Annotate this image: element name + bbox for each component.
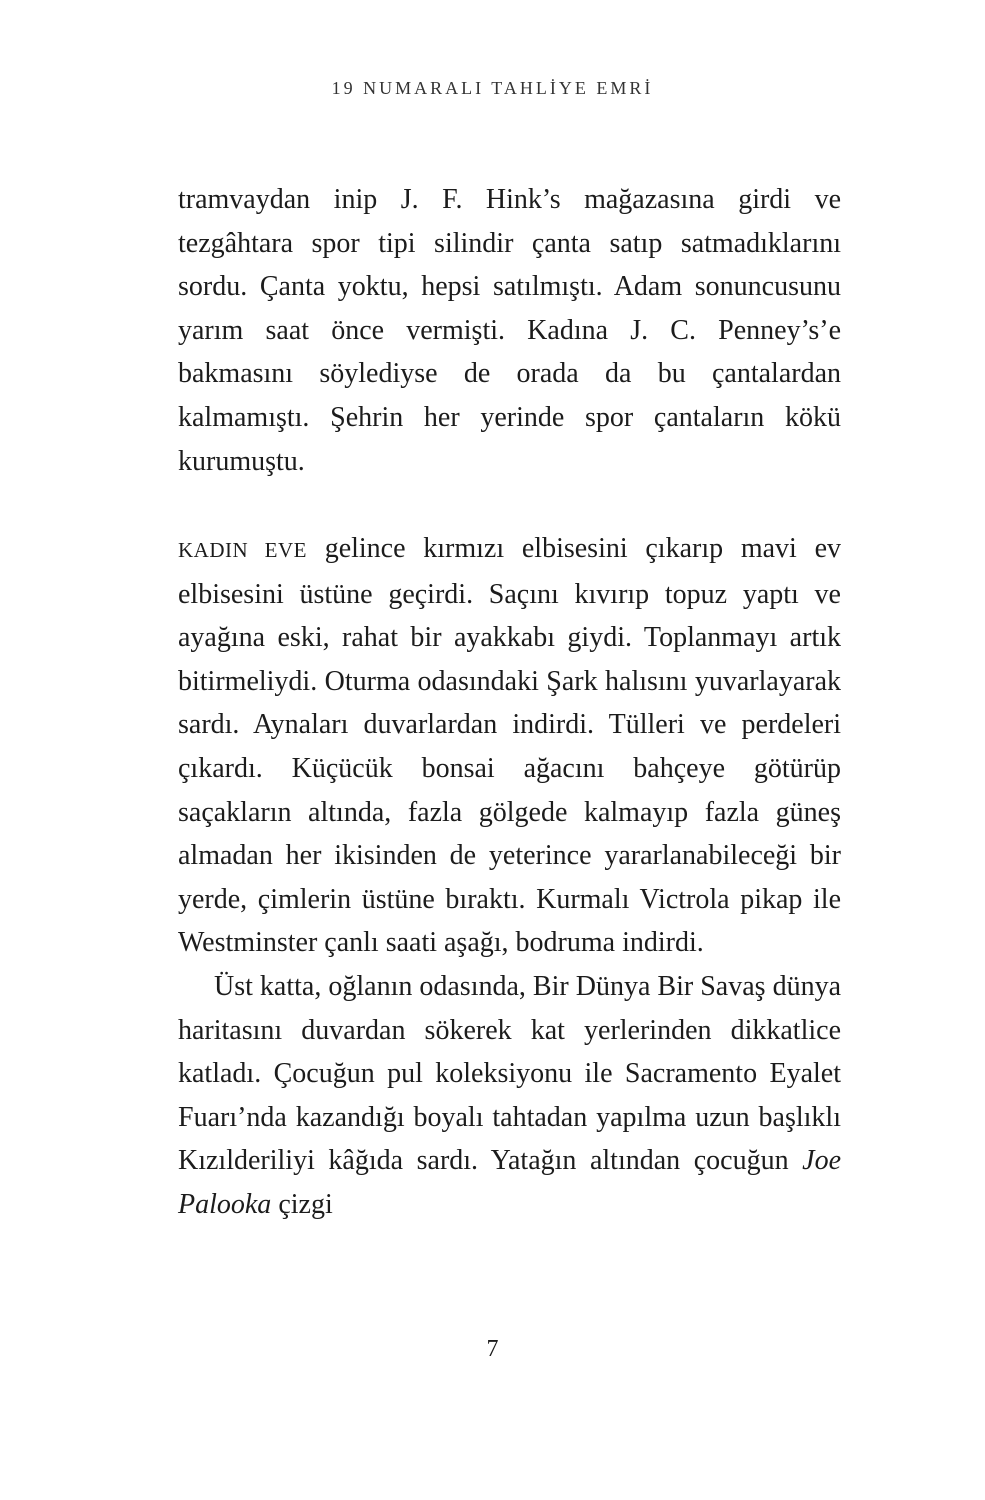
comic-title: Joe Palooka <box>178 1145 841 1220</box>
paragraph <box>178 965 841 1227</box>
page-number: 7 <box>486 1336 499 1362</box>
paragraph-text: gelince kırmızı elbisesini çıkarıp mavi ev elbisesini üstüne geçirdi. Saçını kıvırıp topuz yaptı ve ayağına eski, rahat bir ayakkabı giydi. Toplanmayı artık bitirmeliydi. Oturma odasındaki Şark halısını yuvarlayarak sardı. Aynaları duvarlardan indirdi. Tülleri ve perdeleri çıkardı. Küçücük bonsai ağacını bahçeye götürüp saçakların altında, fazla gölgede kalmayıp fazla güneş almadan her ikisinden de yeterince yararlanabileceği bir yerde, çimlerin üstüne bıraktı. Kurmalı Victrola pikap ile Westminster çanlı saati aşağı, bodruma indirdi. <box>178 533 841 959</box>
section-1 <box>178 178 841 483</box>
section-2 <box>178 527 841 1227</box>
paragraph-text-end: çizgi <box>271 1188 333 1220</box>
paragraph: tramvaydan inip J. F. Hink’s mağazasına girdi ve tezgâhtara spor tipi silindir çanta satıp satmadıklarını sordu. Çanta yoktu, hepsi satılmıştı. Adam sonuncusunu yarım saat önce vermişti. Kadına J. C. Penney’s’e bakmasını söylediyse de orada da bu çantalardan kalmamıştı. Şehrin her yerinde spor çantaların kökü kurumuştu. <box>178 184 841 477</box>
section-lead-smallcaps: KADIN EVE <box>178 538 307 562</box>
paragraph <box>178 527 841 965</box>
running-head: 19 NUMARALI TAHLİYE EMRİ <box>331 78 654 98</box>
paragraph-text: Üst katta, oğlanın odasında, Bir Dünya Bir Savaş dünya haritasını duvardan sökerek kat yerlerinden dikkatlice katladı. Çocuğun pul koleksiyonu ile Sacramento Eyalet Fuarı’nda kazandığı boyalı tahtadan yapılma uzun başlıklı Kızılderiliyi kâğıda sardı. Yatağın altından çocuğun <box>178 970 841 1177</box>
